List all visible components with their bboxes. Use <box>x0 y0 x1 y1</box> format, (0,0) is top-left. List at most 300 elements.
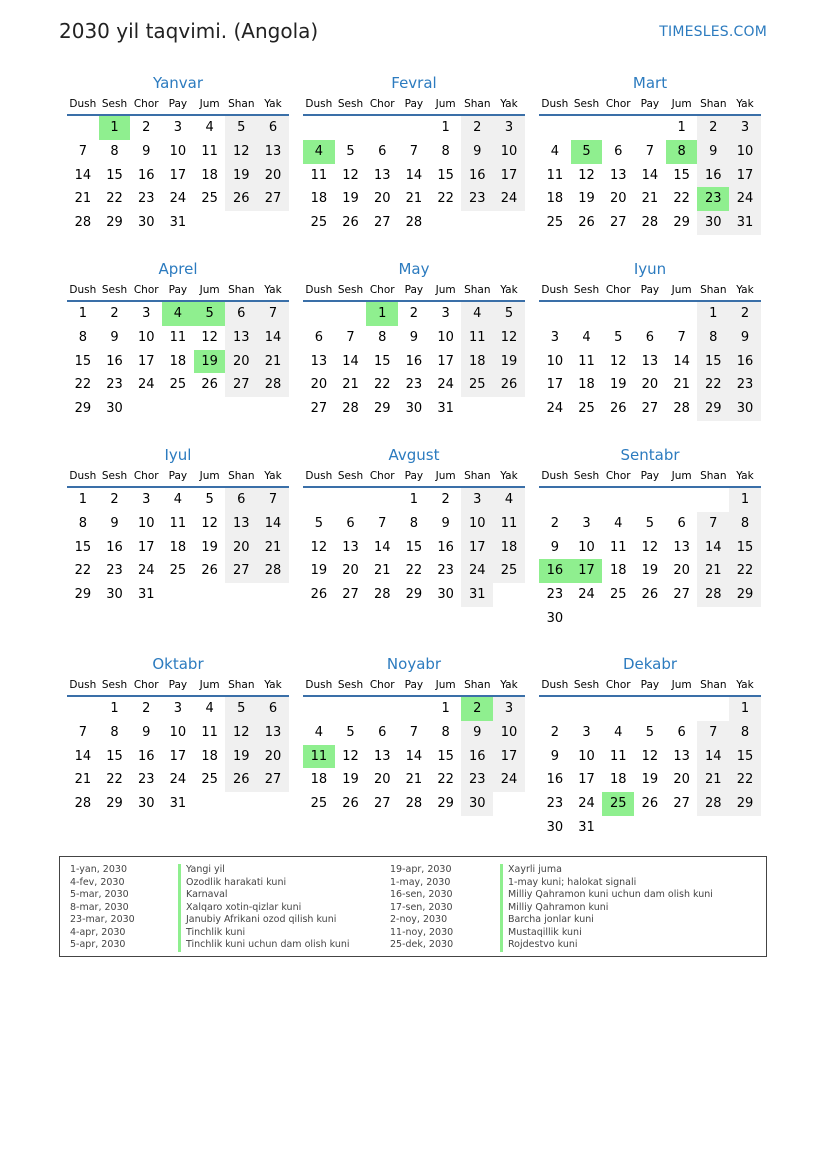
month-aprel <box>67 258 289 421</box>
legend-holiday-name: Xayrli juma <box>500 864 713 877</box>
legend-holiday-name: Tinchlik kuni uchun dam olish kuni <box>178 939 350 952</box>
day-cell: 27 <box>673 796 690 812</box>
weekday-label: Yak <box>736 679 754 691</box>
weekday-label: Chor <box>369 284 395 296</box>
empty-cell <box>194 792 226 816</box>
day-cell: 30 <box>405 401 423 417</box>
day-cell: 16 <box>546 772 564 788</box>
empty-cell <box>335 488 367 512</box>
legend-left-names <box>178 864 350 952</box>
day-cell: 4 <box>173 492 183 507</box>
holiday-day-cell: 5 <box>571 140 603 164</box>
weekday-label: Sesh <box>337 470 364 482</box>
day-cell: 18 <box>310 772 328 788</box>
day-cell: 2 <box>461 116 493 140</box>
empty-cell <box>571 488 603 512</box>
day-cell: 17 <box>729 164 761 188</box>
day-cell: 14 <box>697 536 729 560</box>
empty-cell <box>634 488 666 512</box>
day-cell: 14 <box>373 539 391 555</box>
day-cell: 21 <box>673 377 690 393</box>
weekday-label: Dush <box>305 284 333 296</box>
legend-right-dates <box>390 864 453 952</box>
weekday-label: Chor <box>605 98 631 110</box>
legend-holiday-name: Xalqaro xotin-qizlar kuni <box>178 902 350 915</box>
day-cell: 13 <box>225 326 257 350</box>
day-cell: 8 <box>78 329 87 345</box>
empty-cell <box>67 697 99 721</box>
day-cell: 19 <box>225 164 257 188</box>
day-cell: 18 <box>310 191 328 207</box>
day-grid <box>303 116 525 235</box>
month-avgust <box>303 444 525 607</box>
day-cell: 3 <box>173 701 183 716</box>
day-cell: 10 <box>437 329 454 345</box>
day-cell: 1 <box>441 120 450 135</box>
day-cell: 4 <box>314 724 323 740</box>
day-cell: 26 <box>225 768 257 792</box>
weekday-label: Yak <box>500 679 518 691</box>
weekday-label: Yak <box>736 284 754 296</box>
empty-cell <box>634 302 666 326</box>
empty-cell <box>666 302 698 326</box>
day-grid <box>303 302 525 421</box>
empty-cell <box>571 302 603 326</box>
day-cell: 14 <box>74 748 92 764</box>
weekday-header <box>303 280 525 302</box>
month-iyun <box>539 258 761 421</box>
day-cell: 9 <box>697 140 729 164</box>
empty-cell <box>398 697 430 721</box>
weekday-label: Sesh <box>101 98 128 110</box>
day-cell: 15 <box>437 167 454 183</box>
empty-cell <box>493 792 525 816</box>
legend-date: 1-may, 2030 <box>390 876 451 888</box>
day-grid <box>67 116 289 235</box>
day-cell: 31 <box>461 583 493 607</box>
day-cell: 15 <box>74 539 92 555</box>
day-cell: 5 <box>225 697 257 721</box>
day-cell: 9 <box>729 326 761 350</box>
day-cell: 16 <box>729 350 761 374</box>
holiday-day-cell: 16 <box>539 559 571 583</box>
empty-cell <box>194 211 226 235</box>
month-name: Oktabr <box>152 655 204 673</box>
empty-cell <box>225 397 257 421</box>
weekday-label: Chor <box>133 470 159 482</box>
day-cell: 15 <box>673 167 690 183</box>
weekday-label: Pay <box>404 679 424 691</box>
day-cell: 28 <box>74 796 92 812</box>
day-cell: 2 <box>550 515 559 531</box>
day-cell: 18 <box>578 377 595 393</box>
day-cell: 12 <box>609 353 627 369</box>
legend-date: 1-yan, 2030 <box>70 864 127 875</box>
day-grid <box>539 697 761 840</box>
empty-cell <box>257 211 289 235</box>
day-cell: 7 <box>409 143 419 159</box>
empty-cell <box>303 116 335 140</box>
day-cell: 4 <box>205 120 214 135</box>
weekday-label: Dush <box>305 470 333 482</box>
day-cell: 3 <box>582 515 591 531</box>
weekday-label: Chor <box>605 284 631 296</box>
day-cell: 3 <box>729 116 761 140</box>
day-cell: 28 <box>373 587 391 603</box>
weekday-label: Chor <box>369 679 395 691</box>
day-cell: 24 <box>137 563 155 579</box>
legend-date: 8-mar, 2030 <box>70 901 129 913</box>
day-cell: 5 <box>614 329 623 345</box>
day-cell: 20 <box>225 350 257 374</box>
weekday-label: Dush <box>69 284 97 296</box>
legend-holiday-name: Ozodlik harakati kuni <box>178 877 350 890</box>
day-cell: 25 <box>310 796 328 812</box>
day-cell: 10 <box>169 143 187 159</box>
day-cell: 27 <box>641 401 659 417</box>
weekday-label: Jum <box>435 284 456 296</box>
day-cell: 4 <box>614 515 623 531</box>
day-cell: 23 <box>106 377 123 393</box>
empty-cell <box>571 116 603 140</box>
day-cell: 9 <box>110 329 119 345</box>
empty-cell <box>493 583 525 607</box>
day-cell: 11 <box>578 353 595 369</box>
day-cell: 17 <box>169 748 187 764</box>
weekday-label: Sesh <box>101 679 128 691</box>
month-fevral <box>303 72 525 235</box>
day-cell: 31 <box>578 819 595 835</box>
day-cell: 12 <box>578 167 595 183</box>
day-cell: 16 <box>437 539 454 555</box>
day-cell: 15 <box>74 353 92 369</box>
day-cell: 11 <box>461 326 493 350</box>
empty-cell <box>539 488 571 512</box>
day-cell: 9 <box>550 748 559 764</box>
weekday-label: Dush <box>305 679 333 691</box>
day-cell: 18 <box>201 167 218 183</box>
empty-cell <box>303 697 335 721</box>
day-cell: 15 <box>405 539 423 555</box>
day-cell: 25 <box>169 377 187 393</box>
day-cell: 21 <box>697 559 729 583</box>
day-grid <box>67 697 289 816</box>
day-cell: 23 <box>106 563 123 579</box>
weekday-header <box>539 280 761 302</box>
weekday-label: Jum <box>671 679 692 691</box>
weekday-label: Yak <box>500 98 518 110</box>
day-cell: 12 <box>641 539 659 555</box>
day-cell: 22 <box>437 772 454 788</box>
day-cell: 22 <box>106 772 123 788</box>
day-cell: 26 <box>342 796 359 812</box>
day-cell: 15 <box>437 748 454 764</box>
day-cell: 7 <box>677 329 686 345</box>
day-cell: 15 <box>697 350 729 374</box>
legend-holiday-name: Milliy Qahramon kuni uchun dam olish kuni <box>500 889 713 902</box>
day-cell: 10 <box>578 748 595 764</box>
day-cell: 26 <box>201 377 218 393</box>
month-name: Avgust <box>388 446 440 464</box>
day-cell: 29 <box>729 792 761 816</box>
legend-date: 23-mar, 2030 <box>70 914 135 925</box>
day-cell: 8 <box>729 721 761 745</box>
day-cell: 13 <box>641 353 659 369</box>
empty-cell <box>162 397 194 421</box>
weekday-label: Yak <box>264 679 282 691</box>
weekday-header <box>303 94 525 116</box>
day-cell: 23 <box>405 377 423 393</box>
weekday-label: Yak <box>500 284 518 296</box>
day-cell: 10 <box>461 512 493 536</box>
empty-cell <box>366 488 398 512</box>
legend-date: 25-dek, 2030 <box>390 939 454 950</box>
empty-cell <box>194 397 226 421</box>
day-cell: 18 <box>169 539 187 555</box>
day-cell: 18 <box>493 536 525 560</box>
day-cell: 5 <box>225 116 257 140</box>
day-cell: 26 <box>641 796 659 812</box>
day-cell: 1 <box>697 302 729 326</box>
weekday-label: Jum <box>199 284 220 296</box>
day-cell: 1 <box>110 701 119 716</box>
day-cell: 3 <box>493 116 525 140</box>
legend-date: 4-apr, 2030 <box>70 926 126 938</box>
day-cell: 17 <box>137 539 155 555</box>
day-cell: 22 <box>106 191 123 207</box>
day-cell: 4 <box>582 329 591 345</box>
day-cell: 3 <box>550 329 559 345</box>
legend-holiday-name: Rojdestvo kuni <box>500 939 713 952</box>
day-cell: 29 <box>74 587 92 603</box>
day-cell: 12 <box>225 721 257 745</box>
day-cell: 13 <box>673 748 690 764</box>
day-cell: 30 <box>546 610 564 626</box>
day-grid <box>539 488 761 631</box>
day-cell: 30 <box>697 211 729 235</box>
day-cell: 5 <box>346 143 355 159</box>
day-cell: 28 <box>257 373 289 397</box>
day-cell: 3 <box>461 488 493 512</box>
legend-date: 5-mar, 2030 <box>70 889 129 900</box>
legend-holiday-name: Yangi yil <box>178 864 350 877</box>
day-cell: 6 <box>378 143 387 159</box>
day-cell: 27 <box>673 587 690 603</box>
day-cell: 7 <box>378 515 387 531</box>
day-cell: 15 <box>106 167 123 183</box>
day-cell: 14 <box>641 167 659 183</box>
weekday-label: Chor <box>133 284 159 296</box>
empty-cell <box>493 211 525 235</box>
legend-date: 16-sen, 2030 <box>390 889 453 900</box>
day-cell: 26 <box>225 187 257 211</box>
weekday-label: Pay <box>404 98 424 110</box>
legend-date: 4-fev, 2030 <box>70 876 125 888</box>
legend-holiday-name: Milliy Qahramon kuni <box>500 902 713 915</box>
day-cell: 12 <box>342 167 359 183</box>
weekday-label: Jum <box>199 98 220 110</box>
empty-cell <box>257 792 289 816</box>
day-cell: 19 <box>578 191 595 207</box>
day-cell: 30 <box>546 819 564 835</box>
day-cell: 11 <box>609 748 627 764</box>
empty-cell <box>194 583 226 607</box>
day-cell: 20 <box>673 563 690 579</box>
weekday-label: Pay <box>168 679 188 691</box>
day-cell: 28 <box>697 792 729 816</box>
day-cell: 24 <box>461 559 493 583</box>
day-cell: 11 <box>493 512 525 536</box>
day-cell: 9 <box>409 329 419 345</box>
day-cell: 4 <box>461 302 493 326</box>
day-grid <box>539 116 761 235</box>
day-cell: 25 <box>578 401 595 417</box>
legend-holiday-name: Karnaval <box>178 889 350 902</box>
weekday-label: Dush <box>69 98 97 110</box>
day-cell: 16 <box>106 539 123 555</box>
holiday-day-cell: 2 <box>461 697 493 721</box>
day-cell: 11 <box>546 167 564 183</box>
weekday-label: Chor <box>605 679 631 691</box>
day-cell: 21 <box>405 772 423 788</box>
empty-cell <box>461 211 493 235</box>
weekday-label: Dush <box>541 284 569 296</box>
day-cell: 5 <box>645 515 655 531</box>
day-cell: 5 <box>314 515 323 531</box>
day-cell: 21 <box>405 191 423 207</box>
day-cell: 23 <box>461 187 493 211</box>
day-cell: 12 <box>310 539 328 555</box>
day-cell: 15 <box>106 748 123 764</box>
day-cell: 21 <box>257 350 289 374</box>
empty-cell <box>634 116 666 140</box>
empty-cell <box>602 116 634 140</box>
legend-holiday-name: Mustaqillik kuni <box>500 927 713 940</box>
day-cell: 1 <box>677 120 686 135</box>
day-cell: 22 <box>405 563 423 579</box>
month-name: Dekabr <box>622 655 678 673</box>
day-cell: 20 <box>225 536 257 560</box>
empty-cell <box>539 302 571 326</box>
day-cell: 10 <box>137 515 155 531</box>
day-cell: 28 <box>342 401 359 417</box>
day-cell: 6 <box>314 329 323 345</box>
day-grid <box>303 488 525 607</box>
weekday-label: Jum <box>671 284 692 296</box>
empty-cell <box>666 488 698 512</box>
day-cell: 29 <box>437 796 454 812</box>
empty-cell <box>602 816 634 840</box>
day-cell: 9 <box>441 515 450 531</box>
day-cell: 20 <box>373 191 391 207</box>
weekday-label: Chor <box>369 470 395 482</box>
empty-cell <box>335 302 367 326</box>
day-cell: 3 <box>142 492 151 507</box>
day-cell: 7 <box>257 488 289 512</box>
weekday-label: Jum <box>199 679 220 691</box>
day-cell: 6 <box>378 724 387 740</box>
day-cell: 10 <box>493 721 525 745</box>
day-cell: 19 <box>342 191 359 207</box>
holiday-day-cell: 4 <box>303 140 335 164</box>
day-cell: 9 <box>461 721 493 745</box>
day-cell: 24 <box>437 377 454 393</box>
day-cell: 10 <box>137 329 155 345</box>
month-noyabr <box>303 653 525 816</box>
day-cell: 7 <box>78 143 87 159</box>
day-cell: 25 <box>493 559 525 583</box>
day-cell: 5 <box>645 724 655 740</box>
day-cell: 24 <box>169 191 187 207</box>
empty-cell <box>697 816 729 840</box>
brand-link[interactable]: TIMESLES.COM <box>659 24 767 40</box>
day-cell: 22 <box>673 191 690 207</box>
day-cell: 26 <box>493 373 525 397</box>
day-cell: 16 <box>461 745 493 769</box>
day-cell: 8 <box>729 512 761 536</box>
weekday-header <box>539 675 761 697</box>
weekday-label: Shan <box>700 470 727 482</box>
day-cell: 23 <box>137 191 155 207</box>
day-cell: 20 <box>609 191 627 207</box>
empty-cell <box>571 697 603 721</box>
day-cell: 27 <box>257 187 289 211</box>
day-cell: 16 <box>405 353 423 369</box>
day-cell: 15 <box>373 353 391 369</box>
day-cell: 27 <box>225 373 257 397</box>
day-cell: 31 <box>437 401 454 417</box>
day-cell: 21 <box>74 191 92 207</box>
day-cell: 25 <box>310 215 328 231</box>
day-cell: 17 <box>137 353 155 369</box>
day-cell: 13 <box>257 140 289 164</box>
day-cell: 18 <box>169 353 187 369</box>
day-cell: 24 <box>137 377 155 393</box>
weekday-label: Pay <box>640 470 660 482</box>
weekday-label: Yak <box>736 98 754 110</box>
day-cell: 8 <box>378 329 387 345</box>
day-cell: 8 <box>441 724 450 740</box>
day-cell: 22 <box>697 373 729 397</box>
weekday-label: Sesh <box>337 98 364 110</box>
day-cell: 21 <box>697 768 729 792</box>
day-cell: 15 <box>729 536 761 560</box>
empty-cell <box>602 488 634 512</box>
day-cell: 28 <box>405 215 423 231</box>
day-cell: 28 <box>74 215 92 231</box>
weekday-header <box>67 466 289 488</box>
day-cell: 14 <box>342 353 359 369</box>
day-cell: 2 <box>142 120 151 135</box>
day-cell: 17 <box>437 353 454 369</box>
day-cell: 4 <box>614 724 623 740</box>
weekday-header <box>67 280 289 302</box>
day-cell: 24 <box>578 796 595 812</box>
day-cell: 11 <box>169 515 187 531</box>
legend-date: 2-noy, 2030 <box>390 914 448 925</box>
holiday-day-cell: 8 <box>666 140 698 164</box>
day-cell: 14 <box>74 167 92 183</box>
day-cell: 6 <box>225 302 257 326</box>
day-cell: 27 <box>310 401 328 417</box>
holiday-day-cell: 11 <box>303 745 335 769</box>
weekday-label: Pay <box>404 470 424 482</box>
month-oktabr <box>67 653 289 816</box>
empty-cell <box>366 697 398 721</box>
empty-cell <box>303 302 335 326</box>
empty-cell <box>225 792 257 816</box>
weekday-label: Dush <box>541 470 569 482</box>
